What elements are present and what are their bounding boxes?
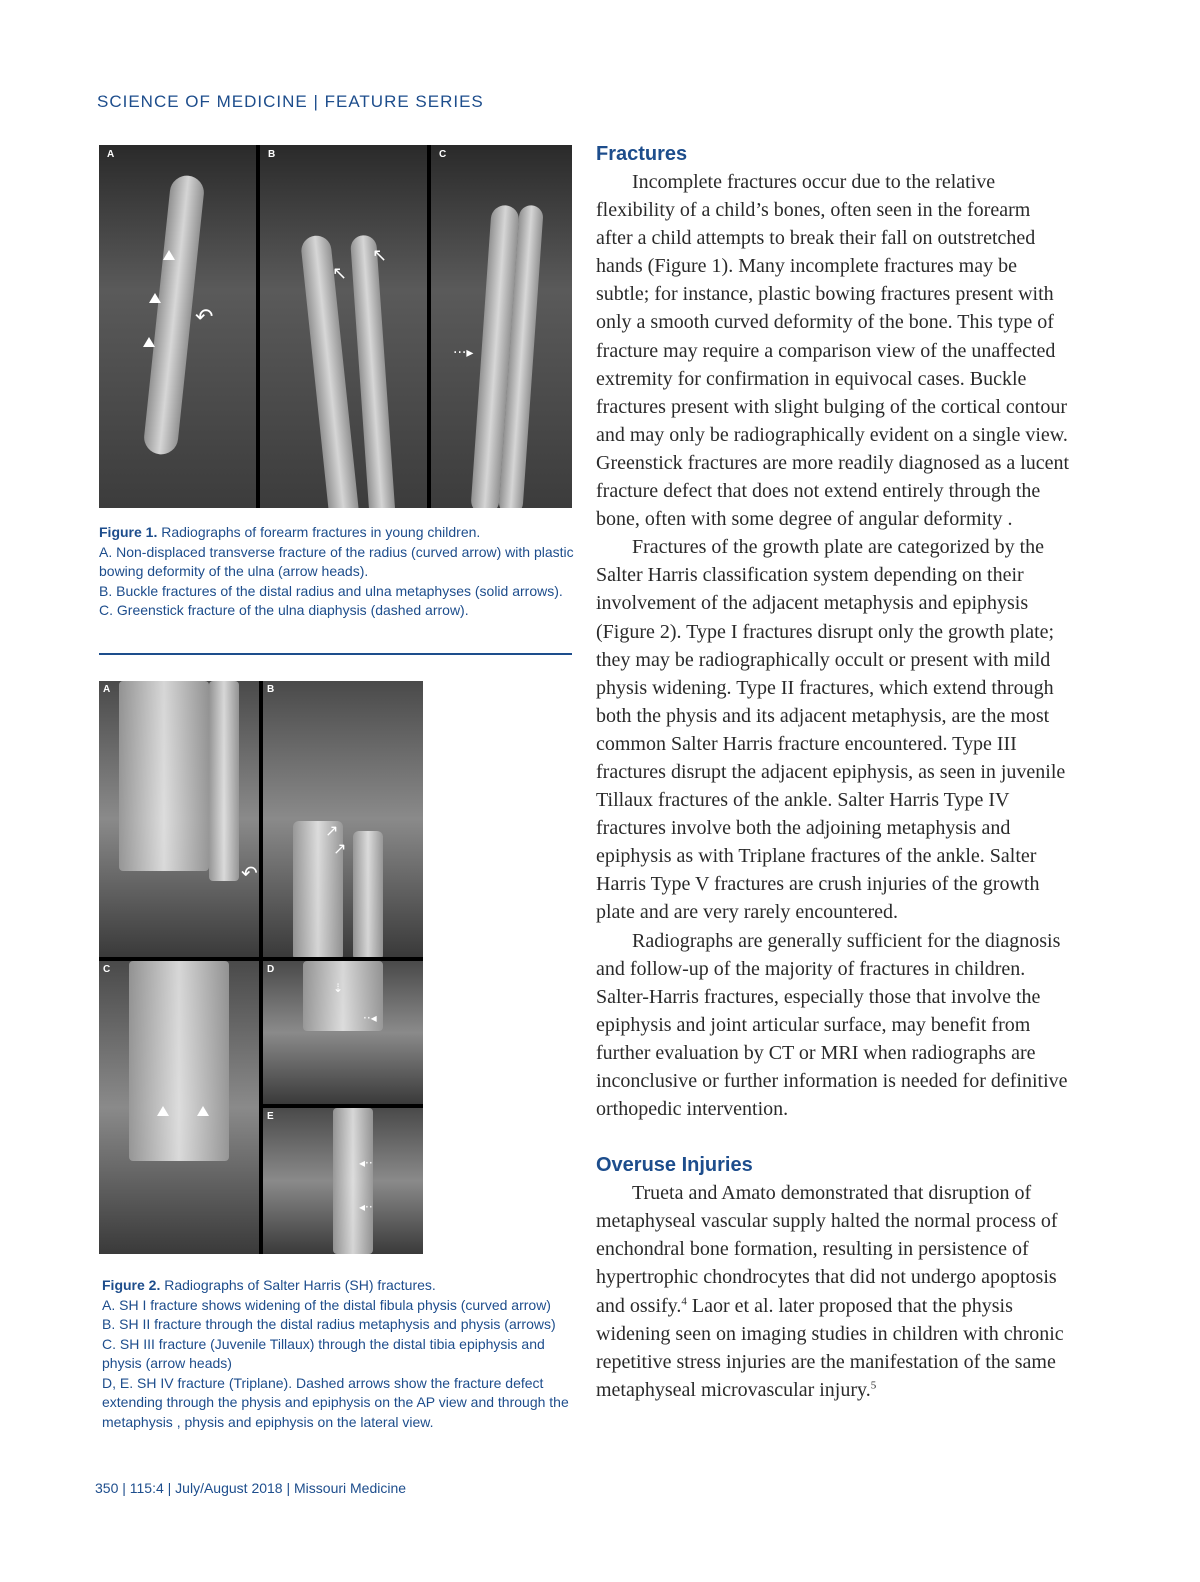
paragraph: Trueta and Amato demonstrated that disruption of metaphyseal vascular supply halted the normal process of enchondral bone formation, resulting in persistence of hypertrophic chondrocytes that did not undergo apoptosis and ossify.$^4$ Laor et al. later proposed that the physis widening seen on imaging studies in children with chronic repetitive stress injuries are the manifestation of the same metaphyseal microvascular injury.$^5$ (596, 1182, 1064, 1401)
panel-label: B (268, 149, 276, 160)
reference-marker[interactable]: 5 (870, 1379, 877, 1392)
dashed-arrow-icon: ⇣ (333, 981, 344, 995)
figure-2-panel-d: D ⇣ ··◂ (263, 961, 423, 1104)
figure-2-panel-a: A ↶ (99, 681, 259, 957)
dashed-arrow-icon: ···▸ (453, 345, 474, 361)
divider (99, 653, 572, 655)
figure-2-panel-e: E ◂·· ◂·· (263, 1108, 423, 1254)
paragraph: Fractures of the growth plate are categorized by the Salter Harris classification system depending on their involvement of the adjacent metaphysis and epiphysis (Figure 2). Type I fractures disrupt only the growth plate; they may be radiographically occult or present with mild physis widening. Type II fractures, which extend through both the physis and its adjacent metaphysis, are the most common Salter Harris fracture encountered. Type III fractures disrupt the adjacent epiphysis, as seen in juvenile Tillaux fractures of the ankle. Salter Harris Type IV fractures involve both the adjoining metaphysis and epiphysis as with Triplane fractures of the ankle. Salter Harris Type V fractures are crush injuries of the growth plate and are very rarely encountered. (596, 536, 1066, 924)
curved-arrow-icon: ↶ (241, 861, 258, 885)
figure-2-panel-c: C (99, 961, 259, 1254)
dashed-arrow-icon: ◂·· (359, 1200, 373, 1214)
figure-2-panel-b: B ↗ ↗ (263, 681, 423, 957)
article-body (596, 140, 1071, 1404)
figure-2-radiographs (99, 681, 423, 1254)
section-title-fractures: Fractures (596, 143, 688, 165)
page-footer: 350 | 115:4 | July/August 2018 | Missouri Medicine (95, 1480, 407, 1496)
arrowhead-icon (163, 250, 175, 260)
arrowhead-icon (143, 337, 155, 347)
paragraph: Radiographs are generally sufficient for the diagnosis and follow-up of the majority of fractures in children. Salter-Harris fractures, especially those that involve the epiphysis and joint articular surface, may benefit from further evaluation by CT or MRI when radiographs are inconclusive or further information is needed for definitive orthopedic intervention. (596, 929, 1068, 1121)
panel-label: A (107, 149, 115, 160)
figure-1-radiographs (99, 145, 572, 508)
solid-arrow-icon: ↖ (372, 245, 388, 266)
dashed-arrow-icon: ◂·· (359, 1156, 373, 1170)
figure-2-caption: Figure 2. Radiographs of Salter Harris (SH) fractures. A. SH I fracture shows widening of the distal fibula physis (curved arrow) B. SH II fracture through the distal radius metaphysis and physis (arrows) C. SH III fracture (Juvenile Tillaux) through the distal tibia epiphysis and physis (arrow heads) D, E. SH IV fracture (Triplane). Dashed arrows show the fracture defect extending through the physis and epiphysis on the AP view and through the metaphysis , physis and epiphysis on the lateral view. (102, 1277, 569, 1430)
arrowhead-icon (149, 293, 161, 303)
figure-1-panel-c (431, 145, 572, 508)
figure-1-caption: Figure 1. Radiographs of forearm fractures in young children. A. Non-displaced transverse fracture of the radius (curved arrow) with plastic bowing deformity of the ulna (arrow heads). B. Buckle fractures of the distal radius and ulna metaphyses (solid arrows). C. Greenstick fracture of the ulna diaphysis (dashed arrow). (99, 524, 574, 618)
solid-arrow-icon: ↗ (333, 839, 347, 858)
solid-arrow-icon: ↖ (332, 263, 348, 284)
dashed-arrow-icon: ··◂ (363, 1011, 377, 1025)
section-title-overuse-injuries: Overuse Injuries (596, 1154, 753, 1177)
arrowhead-icon (197, 1106, 209, 1116)
figure-1-panel-b (260, 145, 427, 508)
panel-label: C (439, 149, 447, 160)
curved-arrow-icon: ↶ (195, 305, 214, 330)
running-header: SCIENCE OF MEDICINE | FEATURE SERIES (97, 92, 484, 111)
figure-1-panel-a (99, 145, 256, 508)
paragraph: Incomplete fractures occur due to the relative flexibility of a child’s bones, often seen in the forearm after a child attempts to break their fall on outstretched hands (Figure 1). Many incomplete fractures may be subtle; for instance, plastic bowing fractures present with only a smooth curved deformity of the bone. This type of fracture may require a comparison view of the unaffected extremity for confirmation in equivocal cases. Buckle fractures present with slight bulging of the cortical contour and may only be radiographically evident on a single view. Greenstick fractures are more readily diagnosed as a lucent fracture defect that does not extend entirely through the bone, often with some degree of angular deformity . (596, 171, 1070, 531)
solid-arrow-icon: ↗ (325, 821, 339, 840)
reference-marker[interactable]: 4 (681, 1294, 687, 1307)
arrowhead-icon (157, 1106, 169, 1116)
